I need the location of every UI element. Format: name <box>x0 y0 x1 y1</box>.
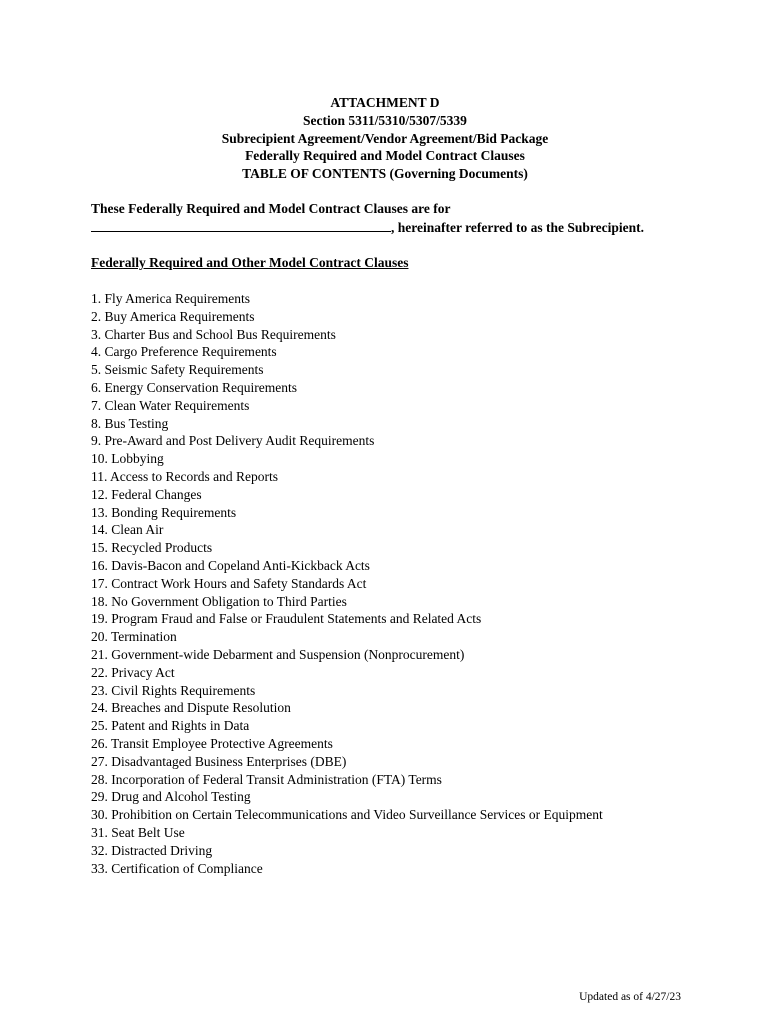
clause-item: 29. Drug and Alcohol Testing <box>91 789 251 805</box>
clause-list <box>91 290 751 877</box>
clause-item: 12. Federal Changes <box>91 486 202 502</box>
clause-item: 6. Energy Conservation Requirements <box>91 379 297 395</box>
clause-item: 17. Contract Work Hours and Safety Standards Act <box>91 575 367 591</box>
section-heading: Federally Required and Other Model Contract Clauses <box>91 255 409 270</box>
clause-item: 26. Transit Employee Protective Agreements <box>91 735 333 751</box>
clause-item: 15. Recycled Products <box>91 540 213 556</box>
clause-item: 13. Bonding Requirements <box>91 504 237 520</box>
clause-item: 33. Certification of Compliance <box>91 860 263 876</box>
clause-item: 18. No Government Obligation to Third Parties <box>91 593 347 609</box>
clause-item: 27. Disadvantaged Business Enterprises (DBE) <box>91 753 347 769</box>
clause-item: 7. Clean Water Requirements <box>91 397 250 413</box>
document-header <box>0 94 770 183</box>
clause-item: 31. Seat Belt Use <box>91 824 185 840</box>
toc-title: TABLE OF CONTENTS (Governing Documents) <box>242 166 528 182</box>
clause-item: 20. Termination <box>91 629 177 645</box>
clause-item: 3. Charter Bus and School Bus Requirements <box>91 326 336 342</box>
clause-item: 23. Civil Rights Requirements <box>91 682 256 698</box>
clause-item: 9. Pre-Award and Post Delivery Audit Requirements <box>91 433 375 449</box>
clause-item: 25. Patent and Rights in Data <box>91 718 250 734</box>
clause-item: 22. Privacy Act <box>91 664 175 680</box>
clause-item: 2. Buy America Requirements <box>91 308 255 324</box>
clause-item: 24. Breaches and Dispute Resolution <box>91 700 291 716</box>
clause-item: 10. Lobbying <box>91 451 164 467</box>
section-numbers: Section 5311/5310/5307/5339 <box>303 112 467 128</box>
agreement-type: Subrecipient Agreement/Vendor Agreement/Bid Package <box>221 130 549 146</box>
clause-item: 28. Incorporation of Federal Transit Administration (FTA) Terms <box>91 771 442 787</box>
clause-item: 4. Cargo Preference Requirements <box>91 344 277 360</box>
intro-line-1: These Federally Required and Model Contract Clauses are for <box>91 201 451 216</box>
clause-item: 14. Clean Air <box>91 522 164 538</box>
clause-item: 21. Government-wide Debarment and Suspension (Nonprocurement) <box>91 646 465 662</box>
clauses-title: Federally Required and Model Contract Clauses <box>245 148 525 164</box>
clause-item: 32. Distracted Driving <box>91 842 213 858</box>
intro-line-2 <box>91 218 731 237</box>
clause-item: 5. Seismic Safety Requirements <box>91 362 264 378</box>
intro-paragraph <box>91 200 731 237</box>
clause-item: 11. Access to Records and Reports <box>91 468 278 484</box>
subrecipient-name-blank <box>91 218 391 232</box>
attachment-title: ATTACHMENT D <box>330 95 440 110</box>
clause-item: 19. Program Fraud and False or Fraudulent Statements and Related Acts <box>91 611 482 627</box>
clause-item: 30. Prohibition on Certain Telecommunications and Video Surveillance Services or Equipment <box>91 807 603 823</box>
clause-item: 1. Fly America Requirements <box>91 291 250 306</box>
intro-line-2-suffix: , hereinafter referred to as the Subrecipient. <box>391 220 644 235</box>
updated-date: Updated as of 4/27/23 <box>579 991 681 1003</box>
clause-item: 8. Bus Testing <box>91 415 169 431</box>
clause-item: 16. Davis-Bacon and Copeland Anti-Kickback Acts <box>91 557 370 573</box>
